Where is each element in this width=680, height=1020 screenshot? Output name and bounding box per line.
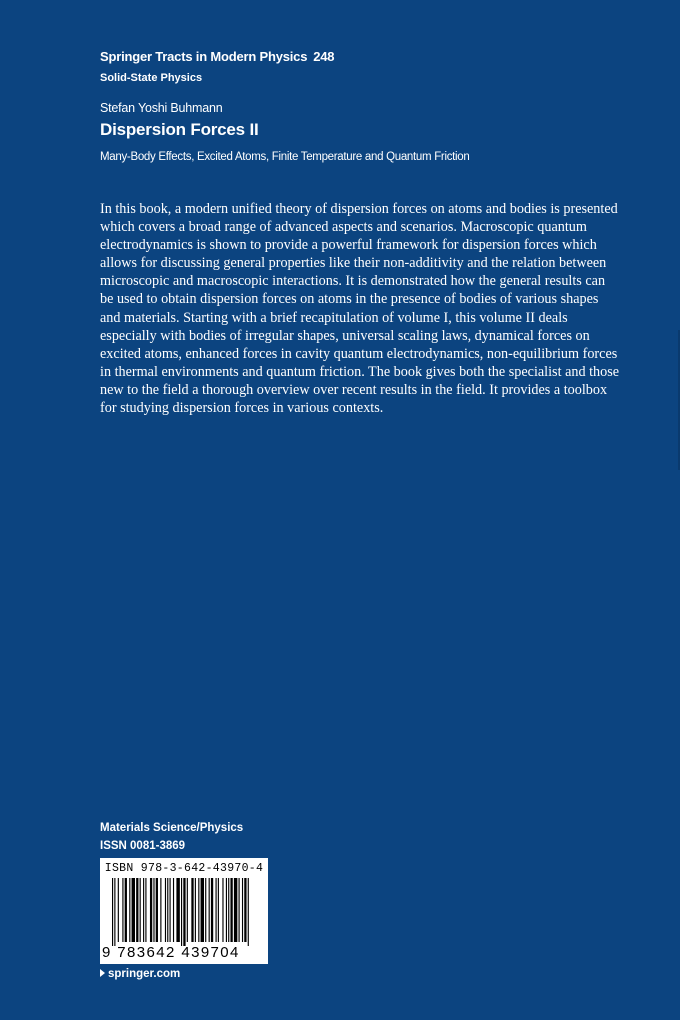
barcode-bar xyxy=(226,878,227,942)
barcode-bar xyxy=(145,878,146,942)
series-name: Springer Tracts in Modern Physics xyxy=(100,49,308,64)
barcode-bar xyxy=(143,878,144,942)
author: Stefan Yoshi Buhmann xyxy=(100,101,223,115)
barcode-bar xyxy=(150,878,152,942)
barcode-bar xyxy=(160,878,161,942)
barcode-bar xyxy=(248,878,249,946)
series-number: 248 xyxy=(313,49,335,64)
barcode-bar xyxy=(183,878,185,946)
blurb-text: In this book, a modern unified theory of dispersion forces on atoms and bodies is presented which covers a broad range of advanced aspects and scenarios. Macroscopic quantum electrodynamics is shown to provide a powerful framework for dispersion forces which allows for discussing general properties like their non-additivity and the relation between microscopic and macroscopic interactions. It is demonstrated how the general results can be used to obtain dispersion forces on atoms in the presence of bodies of various shapes and materials. Starting with a brief recapitulation of volume I, this volume II deals especially with bodies of irregular shapes, universal scaling laws, dynamical forces on excited atoms, enhanced forces in cavity quantum electrodynamics, non-equilibrium forces in thermal environments and quantum friction. The book gives both the specialist and those new to the field a thorough overview over recent results in the field. It provides a toolbox for studying dispersion forces in various contexts. xyxy=(100,201,620,417)
barcode-bar xyxy=(136,878,138,942)
barcode-bar xyxy=(239,878,240,942)
isbn-label: ISBN 978-3-642-43970-4 xyxy=(104,862,264,875)
barcode-bar xyxy=(125,878,127,942)
barcode-bar xyxy=(234,878,237,942)
barcode-bar xyxy=(140,878,141,942)
barcode-bar xyxy=(211,878,213,942)
barcode-bar xyxy=(222,878,223,942)
barcode-bar xyxy=(216,878,217,942)
barcode-bar xyxy=(228,878,229,942)
ean-digits: 9 783642 439704 xyxy=(102,944,240,961)
website-link[interactable] xyxy=(100,968,180,980)
barcode-bar xyxy=(170,878,171,942)
barcode-bar xyxy=(242,878,243,942)
barcode-bar xyxy=(201,878,204,942)
subseries: Solid-State Physics xyxy=(100,72,203,84)
barcode-bar xyxy=(129,878,130,942)
barcode-bar xyxy=(173,878,174,942)
barcode-bar xyxy=(114,878,115,946)
barcode-bar xyxy=(181,878,182,946)
barcode-bar xyxy=(195,878,196,942)
barcode-bar xyxy=(209,878,210,942)
book-subtitle: Many-Body Effects, Excited Atoms, Finite Temperature and Quantum Friction xyxy=(100,151,470,163)
barcode-bar xyxy=(118,878,119,942)
barcode-bar xyxy=(153,878,154,942)
barcode-bar xyxy=(218,878,219,942)
barcode-bar xyxy=(187,878,188,942)
barcode-bar xyxy=(165,878,166,942)
barcode-bar xyxy=(198,878,199,942)
barcode-bar xyxy=(112,878,113,946)
barcode-bar xyxy=(122,878,123,942)
arrow-right-icon xyxy=(100,969,105,977)
barcode-bar xyxy=(132,878,135,942)
barcode-bar xyxy=(176,878,179,942)
barcode-bar xyxy=(205,878,206,942)
barcode-bar xyxy=(167,878,168,942)
barcode-bar xyxy=(230,878,232,942)
series-line xyxy=(100,49,334,64)
subject-category: Materials Science/Physics xyxy=(100,822,244,834)
barcode xyxy=(100,858,268,964)
barcode-bar xyxy=(191,878,193,942)
website-label: springer.com xyxy=(108,968,181,980)
issn: ISSN 0081-3869 xyxy=(100,840,186,852)
barcode-bar xyxy=(244,878,246,942)
book-title: Dispersion Forces II xyxy=(100,120,259,139)
barcode-bar xyxy=(156,878,158,942)
